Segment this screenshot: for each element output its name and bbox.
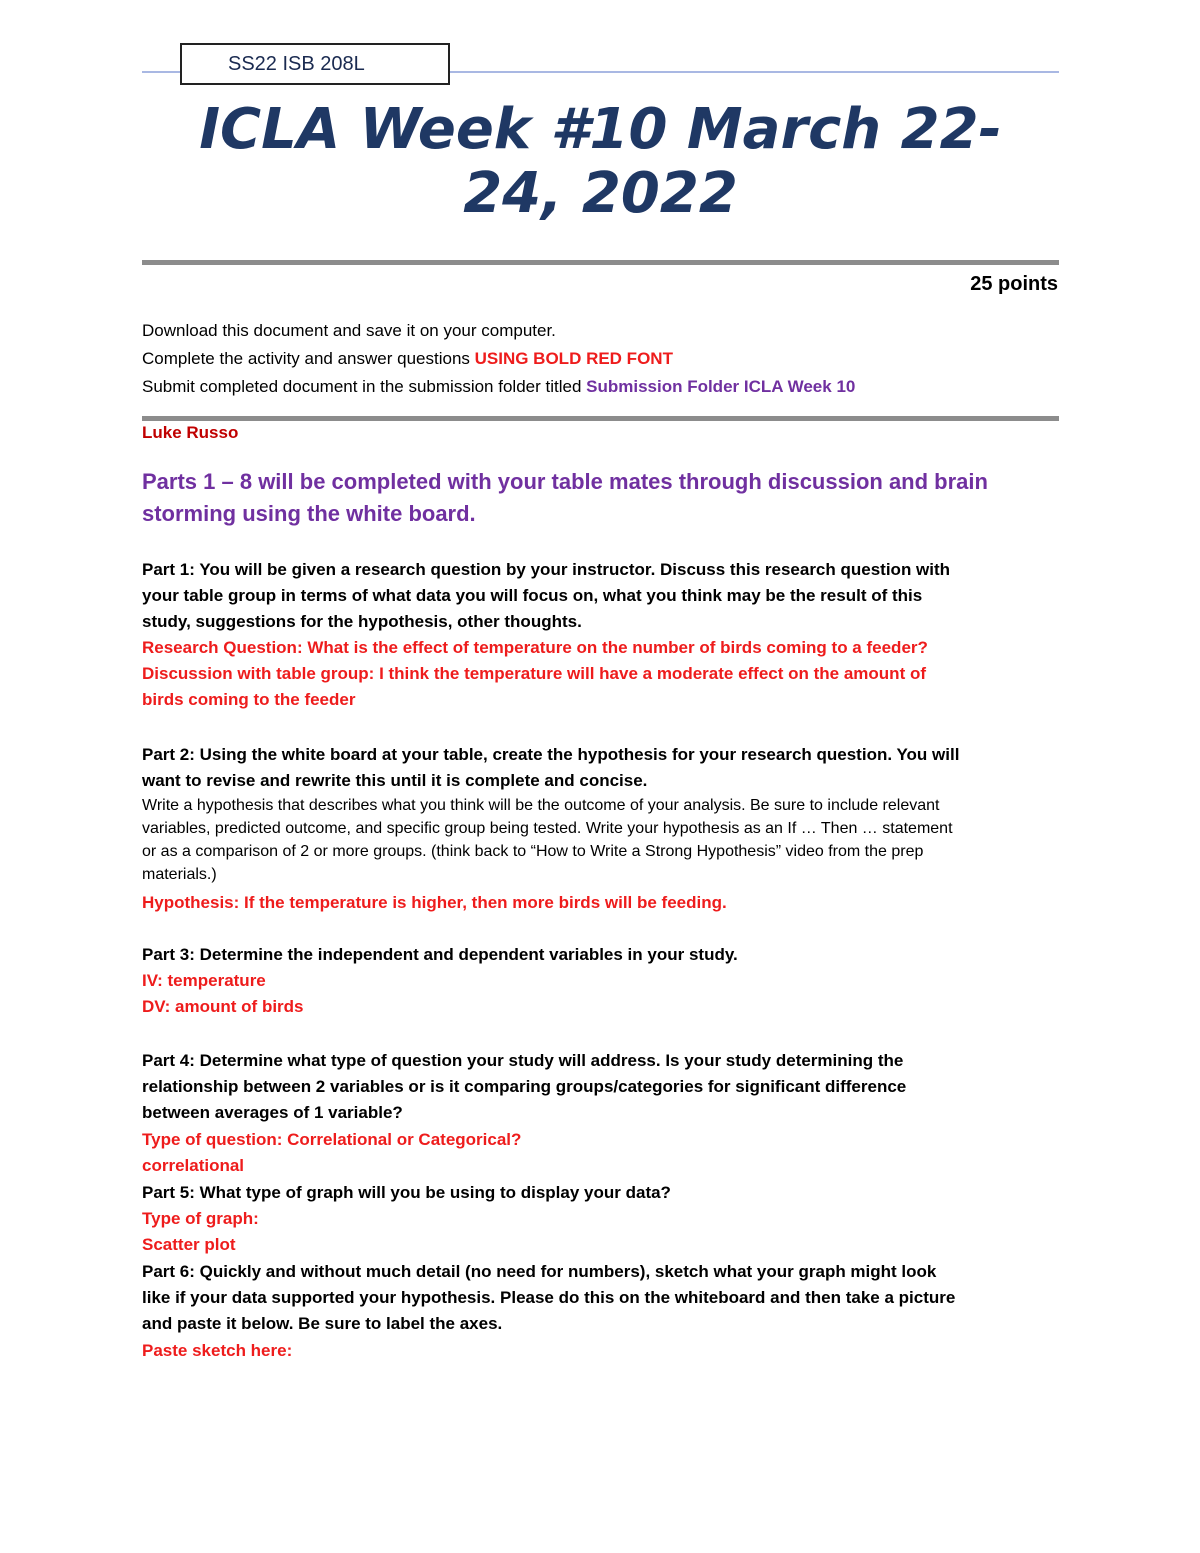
part1-prompt — [142, 557, 1059, 635]
part3-prompt: Part 3: Determine the independent and dependent variables in your study. — [142, 945, 738, 964]
title-line-1: ICLA Week #10 March 22- — [199, 97, 1002, 162]
part1-answer — [142, 635, 1059, 713]
parts-heading-line: Parts 1 – 8 will be completed with your table mates through discussion and brain — [142, 469, 988, 494]
answer-value: Scatter plot — [142, 1235, 236, 1254]
part4-prompt — [142, 1048, 1059, 1126]
title-line-2: 24, 2022 — [463, 161, 738, 226]
submission-folder-name: Submission Folder ICLA Week 10 — [586, 377, 856, 396]
instruction-highlight: USING BOLD RED FONT — [474, 349, 673, 368]
part4-answer — [142, 1127, 1059, 1179]
detail-line: variables, predicted outcome, and specific group being tested. Write your hypothesis as an If … Then … statement — [142, 820, 953, 837]
prompt-line: relationship between 2 variables or is it comparing groups/categories for significant difference — [142, 1077, 907, 1096]
answer-value: correlational — [142, 1156, 245, 1175]
prompt-line: like if your data supported your hypothesis. Please do this on the whiteboard and then take a picture — [142, 1288, 956, 1307]
prompt-line: and paste it below. Be sure to label the axes. — [142, 1314, 503, 1333]
instruction-line-3 — [142, 376, 855, 398]
points-label: 25 points — [970, 273, 1058, 295]
answer-line: birds coming to the feeder — [142, 690, 356, 709]
prompt-line: your table group in terms of what data you will focus on, what you think may be the result of this — [142, 586, 923, 605]
dependent-variable: DV: amount of birds — [142, 997, 304, 1016]
prompt-line: between averages of 1 variable? — [142, 1103, 403, 1122]
answer-line: Research Question: What is the effect of temperature on the number of birds coming to a feeder? — [142, 638, 928, 657]
part6-answer-label: Paste sketch here: — [142, 1341, 293, 1360]
instruction-text: Complete the activity and answer questions — [142, 349, 475, 368]
part3-answer — [142, 968, 1059, 1020]
title-divider — [142, 260, 1059, 265]
prompt-line: Part 1: You will be given a research question by your instructor. Discuss this research question with — [142, 560, 951, 579]
instruction-text: Submit completed document in the submission folder titled — [142, 377, 587, 396]
answer-label: Type of question: Correlational or Categorical? — [142, 1130, 522, 1149]
student-name: Luke Russo — [142, 423, 239, 442]
detail-line: Write a hypothesis that describes what you think will be the outcome of your analysis. Be sure to include relevant — [142, 797, 940, 814]
part5-prompt: Part 5: What type of graph will you be using to display your data? — [142, 1183, 671, 1202]
parts-heading-line: storming using the white board. — [142, 501, 476, 526]
parts-heading — [142, 466, 1072, 530]
part2-details — [142, 794, 1059, 886]
prompt-line: Part 6: Quickly and without much detail (no need for numbers), sketch what your graph might look — [142, 1262, 937, 1281]
answer-line: Discussion with table group: I think the temperature will have a moderate effect on the amount of — [142, 664, 927, 683]
part2-prompt — [142, 742, 1059, 794]
prompt-line: want to revise and rewrite this until it is complete and concise. — [142, 771, 648, 790]
part6-prompt — [142, 1259, 1059, 1337]
detail-line: materials.) — [142, 866, 217, 883]
prompt-line: Part 4: Determine what type of question your study will address. Is your study determining the — [142, 1051, 904, 1070]
prompt-line: Part 2: Using the white board at your table, create the hypothesis for your research question. You will — [142, 745, 960, 764]
section-divider — [142, 416, 1059, 421]
part2-answer: Hypothesis: If the temperature is higher, then more birds will be feeding. — [142, 893, 727, 912]
course-label: SS22 ISB 208L — [228, 53, 365, 75]
part5-answer — [142, 1206, 1059, 1258]
independent-variable: IV: temperature — [142, 971, 266, 990]
page-title — [142, 98, 1059, 226]
course-label-box — [180, 43, 450, 85]
detail-line: or as a comparison of 2 or more groups. (think back to “How to Write a Strong Hypothesis” video from the prep — [142, 843, 924, 860]
answer-label: Type of graph: — [142, 1209, 259, 1228]
prompt-line: study, suggestions for the hypothesis, other thoughts. — [142, 612, 582, 631]
instruction-line-1: Download this document and save it on your computer. — [142, 321, 556, 340]
instruction-line-2 — [142, 348, 673, 370]
